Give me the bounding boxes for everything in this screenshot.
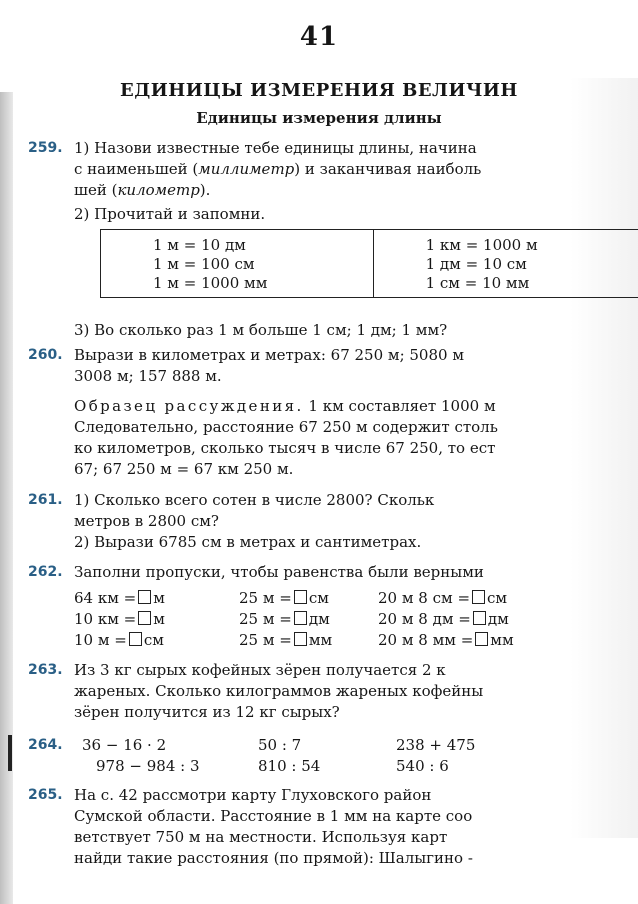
section-heading: ЕДИНИЦЫ ИЗМЕРЕНИЯ ВЕЛИЧИН xyxy=(120,80,518,101)
unit-equation: 1 м = 100 см xyxy=(153,255,255,273)
task-260-line-1: Вырази в километрах и метрах: 67 250 м; 5080 м xyxy=(74,346,464,364)
task-261-line-2: метров в 2800 см? xyxy=(74,512,219,530)
unit-equation: 1 м = 10 дм xyxy=(153,236,246,254)
blank-box[interactable] xyxy=(138,590,151,604)
task-265-line-4: найди такие расстояния (по прямой): Шалыгино - xyxy=(74,849,473,867)
page-number: 41 xyxy=(299,22,339,52)
unit-equation: 1 дм = 10 см xyxy=(425,255,527,273)
task-259-line-1: 1) Назови известные тебе единицы длины, начина xyxy=(74,139,477,157)
expression: 540 : 6 xyxy=(396,757,449,775)
blank-box[interactable] xyxy=(294,590,307,604)
task-260-line-5: ко километров, сколько тысяч в числе 67 250, то ест xyxy=(74,439,496,457)
blank-box[interactable] xyxy=(472,590,485,604)
task-number-260: 260. xyxy=(28,347,63,363)
blank-box[interactable] xyxy=(473,611,486,625)
fill-in-item: 25 м = мм xyxy=(239,631,333,649)
page-left-edge-shadow xyxy=(0,92,13,904)
task-259-line-3: шей (километр). xyxy=(74,181,211,199)
blank-box[interactable] xyxy=(138,611,151,625)
task-260-line-4: Следовательно, расстояние 67 250 м содержит столь xyxy=(74,418,498,436)
blank-box[interactable] xyxy=(294,632,307,646)
term-kilometer: километр xyxy=(117,181,200,199)
task-260-line-3: Образец рассуждения. 1 км составляет 1000 м xyxy=(74,397,496,415)
task-260-line-2: 3008 м; 157 888 м. xyxy=(74,367,222,385)
expression: 978 − 984 : 3 xyxy=(96,757,200,775)
task-263-line-1: Из 3 кг сырых кофейных зёрен получается 2 к xyxy=(74,661,446,679)
fill-in-item: 20 м 8 см = см xyxy=(378,589,508,607)
fill-in-item: 10 м = см xyxy=(74,631,164,649)
units-table xyxy=(100,229,638,298)
task-259-line-5: 3) Во сколько раз 1 м больше 1 см; 1 дм; 1 мм? xyxy=(74,321,448,339)
task-263-line-2: жареных. Сколько килограммов жареных кофейны xyxy=(74,682,484,700)
expression: 238 + 475 xyxy=(396,736,476,754)
unit-equation: 1 км = 1000 м xyxy=(425,236,538,254)
units-table-right-cell xyxy=(373,230,638,298)
expression: 810 : 54 xyxy=(258,757,321,775)
task-number-265: 265. xyxy=(28,787,63,803)
sample-reasoning-label: Образец рассуждения. xyxy=(74,397,304,415)
fill-in-item: 10 км = м xyxy=(74,610,165,628)
unit-equation: 1 м = 1000 мм xyxy=(153,274,268,292)
fill-in-item: 25 м = дм xyxy=(239,610,330,628)
task-260-line-6: 67; 67 250 м = 67 км 250 м. xyxy=(74,460,294,478)
blank-box[interactable] xyxy=(294,611,307,625)
fill-in-item: 25 м = см xyxy=(239,589,329,607)
task-265-line-1: На с. 42 рассмотри карту Глуховского район xyxy=(74,786,432,804)
margin-mark xyxy=(8,735,12,771)
expression: 50 : 7 xyxy=(258,736,302,754)
task-261-line-1: 1) Сколько всего сотен в числе 2800? Скольк xyxy=(74,491,435,509)
task-number-261: 261. xyxy=(28,492,63,508)
blank-box[interactable] xyxy=(475,632,488,646)
task-265-line-3: ветствует 750 м на местности. Используя карт xyxy=(74,828,448,846)
task-262-line-1: Заполни пропуски, чтобы равенства были верными xyxy=(74,563,484,581)
section-subheading: Единицы измерения длины xyxy=(196,109,442,127)
task-263-line-3: зёрен получится из 12 кг сырых? xyxy=(74,703,340,721)
task-number-263: 263. xyxy=(28,662,63,678)
page-right-bleed xyxy=(570,78,638,838)
task-261-line-3: 2) Вырази 6785 см в метрах и сантиметрах. xyxy=(74,533,422,551)
units-table-left-cell xyxy=(101,230,374,298)
task-number-264: 264. xyxy=(28,737,63,753)
fill-in-item: 20 м 8 мм = мм xyxy=(378,631,514,649)
task-number-262: 262. xyxy=(28,564,63,580)
unit-equation: 1 см = 10 мм xyxy=(425,274,530,292)
term-millimeter: миллиметр xyxy=(198,160,295,178)
blank-box[interactable] xyxy=(129,632,142,646)
task-number-259: 259. xyxy=(28,140,63,156)
task-259-line-2: с наименьшей (миллиметр) и заканчивая наиболь xyxy=(74,160,482,178)
expression: 36 − 16 · 2 xyxy=(82,736,167,754)
fill-in-item: 64 км = м xyxy=(74,589,165,607)
fill-in-item: 20 м 8 дм = дм xyxy=(378,610,509,628)
task-265-line-2: Сумской области. Расстояние в 1 мм на карте соо xyxy=(74,807,473,825)
task-259-line-4: 2) Прочитай и запомни. xyxy=(74,205,266,223)
